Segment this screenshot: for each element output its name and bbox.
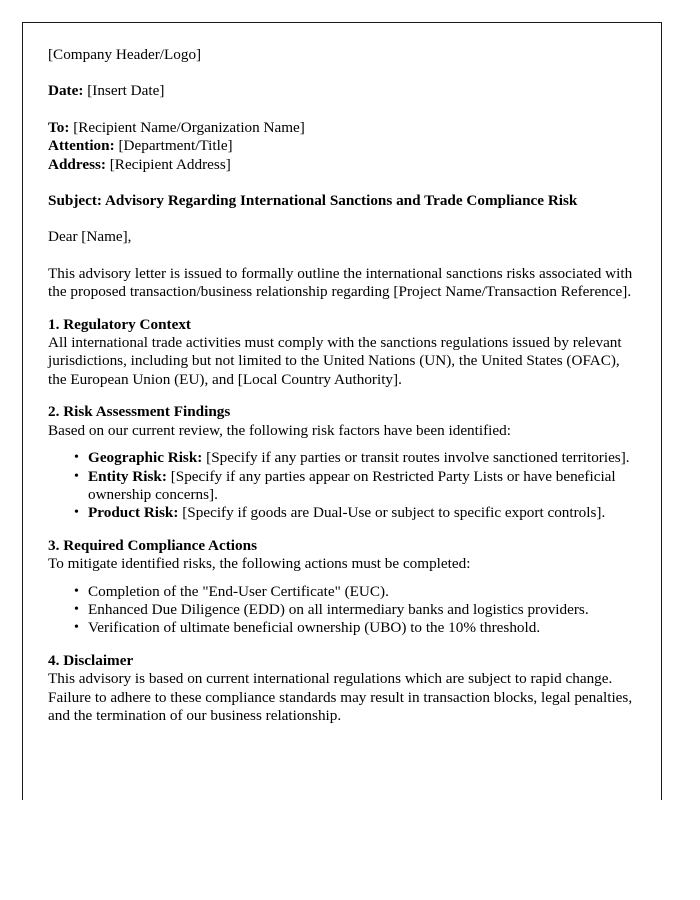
spacer	[48, 247, 636, 265]
spacer	[48, 574, 636, 583]
list-item-label: Entity Risk:	[88, 467, 167, 485]
list-item	[88, 601, 636, 619]
section-heading-required-compliance-actions: 3. Required Compliance Actions	[48, 536, 257, 554]
recipient-attention-label: Attention:	[48, 137, 115, 155]
list-item	[88, 583, 636, 601]
list-item-text: [Specify if any parties or transit routes involve sanctioned territories].	[202, 449, 630, 467]
section-heading-risk-assessment-findings: 2. Risk Assessment Findings	[48, 403, 231, 421]
recipient-attention-field	[48, 137, 636, 155]
list-item-text: Enhanced Due Diligence (EDD) on all intermediary banks and logistics providers.	[88, 600, 589, 618]
salutation: Dear [Name],	[48, 228, 132, 246]
list-item-text: [Specify if any parties appear on Restricted Party Lists or have beneficial ownership concerns].	[88, 467, 616, 503]
document-body	[48, 46, 636, 725]
section-body-risk-assessment-findings: Based on our current review, the following risk factors have been identified:	[48, 421, 511, 439]
date-value: [Insert Date]	[87, 82, 165, 100]
subject-line: Subject: Advisory Regarding International Sanctions and Trade Compliance Risk	[48, 192, 578, 210]
intro-paragraph: This advisory letter is issued to formally outline the international sanctions risks associated with the proposed transaction/business relationship regarding [Project Name/Transaction Reference].	[48, 264, 633, 301]
spacer	[48, 440, 636, 449]
list-item	[88, 504, 636, 522]
date-field	[48, 82, 636, 100]
recipient-address-value: [Recipient Address]	[109, 155, 231, 173]
spacer	[48, 523, 636, 537]
spacer	[48, 638, 636, 652]
list-item-label: Product Risk:	[88, 504, 179, 522]
list-item	[88, 619, 636, 637]
risk-factors-list	[48, 449, 636, 523]
company-header-placeholder: [Company Header/Logo]	[48, 46, 202, 63]
section-body-regulatory-context: All international trade activities must comply with the sanctions regulations issued by relevant jurisdictions, including but not limited to the United Nations (UN), the United States (OFAC), the European Union (EU), and [Local Country Authority].	[48, 334, 622, 388]
recipient-address-label: Address:	[48, 155, 106, 173]
recipient-to-field	[48, 119, 636, 137]
recipient-attention-value: [Department/Title]	[118, 137, 233, 155]
spacer	[48, 101, 636, 119]
list-item-label: Geographic Risk:	[88, 449, 203, 467]
recipient-to-label: To:	[48, 118, 70, 136]
section-body-required-compliance-actions: To mitigate identified risks, the following actions must be completed:	[48, 555, 471, 573]
spacer	[48, 389, 636, 403]
spacer	[48, 302, 636, 316]
spacer	[48, 210, 636, 228]
list-item-text: [Specify if goods are Dual-Use or subject to specific export controls].	[178, 504, 606, 522]
list-item	[88, 468, 636, 505]
section-heading-regulatory-context: 1. Regulatory Context	[48, 315, 191, 333]
date-label: Date:	[48, 82, 84, 100]
spacer	[48, 174, 636, 192]
recipient-to-value: [Recipient Name/Organization Name]	[73, 118, 305, 136]
recipient-address-field	[48, 156, 636, 174]
list-item	[88, 449, 636, 467]
section-heading-disclaimer: 4. Disclaimer	[48, 651, 134, 669]
list-item-text: Verification of ultimate beneficial ownership (UBO) to the 10% threshold.	[88, 619, 541, 637]
compliance-actions-list	[48, 583, 636, 638]
spacer	[48, 64, 636, 82]
section-body-disclaimer: This advisory is based on current international regulations which are subject to rapid change. Failure to adhere to these compliance standards may result in transaction blocks, legal penalties, and the termination of our business relationship.	[48, 670, 633, 724]
list-item-text: Completion of the "End-User Certificate" (EUC).	[88, 582, 389, 600]
